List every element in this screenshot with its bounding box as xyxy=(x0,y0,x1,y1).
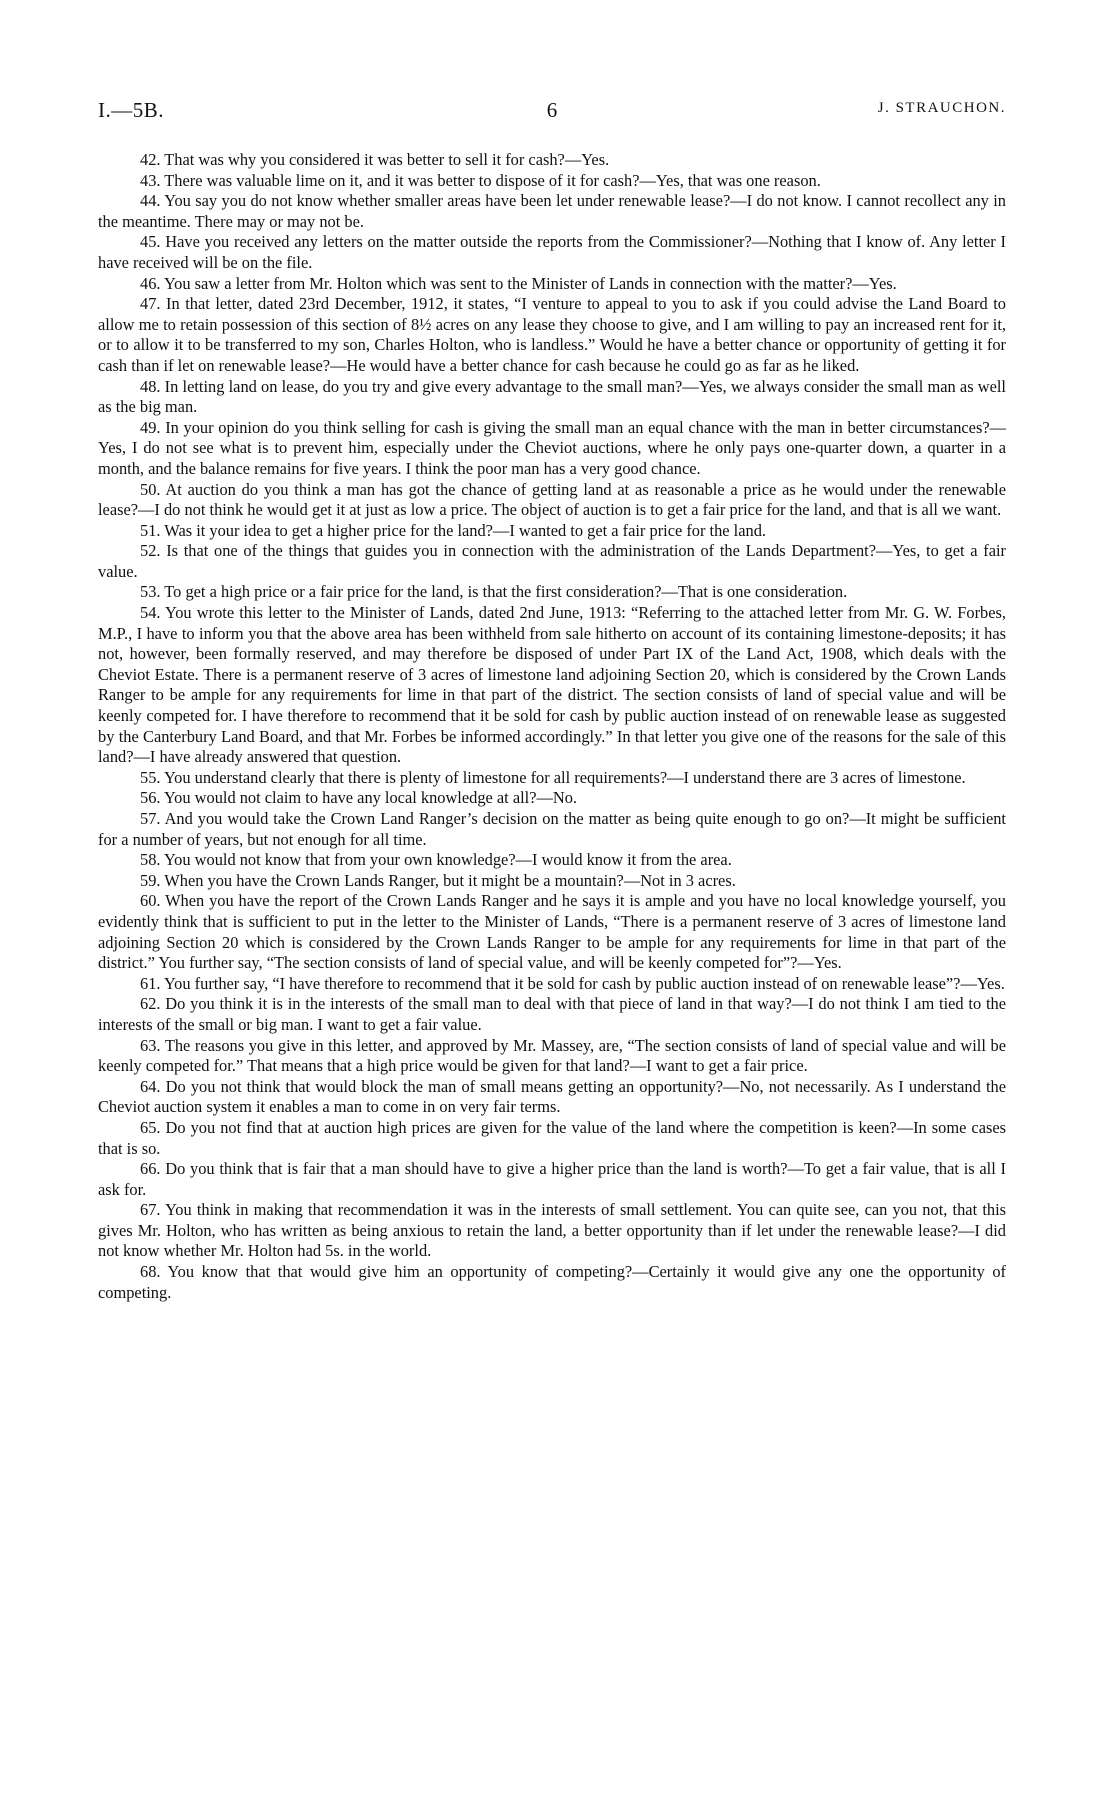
question-answer-paragraph: 43. There was valuable lime on it, and it was better to dispose of it for cash?—Yes, that was one reason. xyxy=(140,170,821,190)
question-answer-paragraph: 52. Is that one of the things that guides you in connection with the administration of the Lands Department?—Yes, to get a fair value. xyxy=(98,541,1006,581)
question-answer-paragraph: 63. The reasons you give in this letter, and approved by Mr. Massey, are, “The section consists of land of special value and will be keenly competed for.” That means that a high price would be given for that land?—I want to get a fair price. xyxy=(98,1035,1006,1076)
question-answer-paragraph: 55. You understand clearly that there is plenty of limestone for all requirements?—I understand there are 3 acres of limestone. xyxy=(140,767,966,787)
question-answer-paragraph: 51. Was it your idea to get a higher price for the land?—I wanted to get a fair price for the land. xyxy=(140,520,766,540)
question-answer-paragraph: 46. You saw a letter from Mr. Holton which was sent to the Minister of Lands in connection with the matter?—Yes. xyxy=(140,273,897,293)
witness-name: J. STRAUCHON. xyxy=(877,100,1006,116)
document-body xyxy=(98,150,1006,1303)
question-answer-paragraph: 65. Do you not find that at auction high prices are given for the value of the land where the competition is keen?—In some cases that is so. xyxy=(98,1117,1006,1158)
question-answer-paragraph: 47. In that letter, dated 23rd December, 1912, it states, “I venture to appeal to you to ask if you could advise the Land Board to allow me to retain possession of this section of 8½ acres on any lease they choose to give, and I am willing to pay an increased rent for it, or to allow it to be transferred to my son, Charles Holton, who is landless.” Would he have a better chance or opportunity of getting it for cash than if let on renewable lease?—He would have a better chance for cash because he could go as far as he liked. xyxy=(98,294,1006,375)
question-answer-paragraph: 58. You would not know that from your own knowledge?—I would know it from the area. xyxy=(140,850,732,870)
question-answer-paragraph: 57. And you would take the Crown Land Ranger’s decision on the matter as being quite enough to go on?—It might be sufficient for a number of years, but not enough for all time. xyxy=(98,809,1006,849)
question-answer-paragraph: 50. At auction do you think a man has got the chance of getting land at as reasonable a price as he would under the renewable lease?—I do not think he would get it at just as low a price. The object of auction is to get a fair price for the land, and that is all we want. xyxy=(98,479,1006,520)
question-answer-paragraph: 56. You would not claim to have any local knowledge at all?—No. xyxy=(140,788,577,808)
question-answer-paragraph: 62. Do you think it is in the interests of the small man to deal with that piece of land in that way?—I do not think I am tied to the interests of the small or big man. I want to get a fair value. xyxy=(98,994,1006,1034)
question-answer-paragraph: 67. You think in making that recommendation it was in the interests of small settlement. You can quite see, can you not, that this gives Mr. Holton, who has written as being anxious to retain the land, a better opportunity than if let under the renewable lease?—I did not know whether Mr. Holton had 5s. in the world. xyxy=(98,1200,1006,1261)
question-answer-paragraph: 48. In letting land on lease, do you try and give every advantage to the small man?—Yes, we always consider the small man as well as the big man. xyxy=(98,376,1006,417)
question-answer-paragraph: 60. When you have the report of the Crown Lands Ranger and he says it is ample and you have no local knowledge yourself, you evidently think that is sufficient to put in the letter to the Minister of Lands, “There is a permanent reserve of 3 acres of limestone land adjoining Section 20 which is considered by the Crown Lands Ranger to be ample for any requirements for lime in that part of the district.” You further say, “The section consists of land of special value, and will be keenly competed for”?—Yes. xyxy=(98,891,1006,973)
question-answer-paragraph: 59. When you have the Crown Lands Ranger, but it might be a mountain?—Not in 3 acres. xyxy=(140,870,736,890)
question-answer-paragraph: 54. You wrote this letter to the Minister of Lands, dated 2nd June, 1913: “Referring to the attached letter from Mr. G. W. Forbes, M.P., I have to inform you that the above area has been withheld from sale hitherto on account of its containing limestone-deposits; it has not, however, been formally reserved, and may therefore be disposed of under Part IX of the Land Act, 1908, which deals with the Cheviot Estate. There is a permanent reserve of 3 acres of limestone land adjoining Section 20, which is considered by the Crown Lands Ranger to be ample for any requirements for lime in that part of the district. The section consists of land of special value and will be keenly competed for. I have therefore to recommend that it be sold for cash by public auction instead of on renewable lease as suggested by the Canterbury Land Board, and that Mr. Forbes be informed accordingly.” In that letter you give one of the reasons for the sale of this land?—I have already answered that question. xyxy=(98,603,1006,767)
question-answer-paragraph: 66. Do you think that is fair that a man should have to give a higher price than the land is worth?—To get a fair value, that is all I ask for. xyxy=(98,1159,1006,1199)
paper-reference: I.—5B. xyxy=(98,98,164,122)
question-answer-paragraph: 53. To get a high price or a fair price for the land, is that the first consideration?—That is one consideration. xyxy=(140,582,848,602)
question-answer-paragraph: 64. Do you not think that would block the man of small means getting an opportunity?—No, not necessarily. As I understand the Cheviot auction system it enables a man to come in on very fair terms. xyxy=(98,1076,1006,1117)
question-answer-paragraph: 45. Have you received any letters on the matter outside the reports from the Commissioner?—Nothing that I know of. Any letter I have received will be on the file. xyxy=(98,232,1006,272)
page-header xyxy=(98,98,1006,134)
question-answer-paragraph: 68. You know that that would give him an opportunity of competing?—Certainly it would give any one the opportunity of competing. xyxy=(98,1262,1006,1302)
page-number: 6 xyxy=(546,98,558,122)
question-answer-paragraph: 61. You further say, “I have therefore to recommend that it be sold for cash by public auction instead of on renewable lease”?—Yes. xyxy=(140,973,1005,993)
question-answer-paragraph: 42. That was why you considered it was better to sell it for cash?—Yes. xyxy=(140,150,610,169)
question-answer-paragraph: 44. You say you do not know whether smaller areas have been let under renewable lease?—I do not know. I cannot recollect any in the meantime. There may or may not be. xyxy=(98,191,1006,231)
question-answer-paragraph: 49. In your opinion do you think selling for cash is giving the small man an equal chance with the man in better circumstances?—Yes, I do not see what is to prevent him, especially under the Cheviot auctions, where he only pays one-quarter down, a quarter in a month, and the balance remains for five years. I think the poor man has a very good chance. xyxy=(98,417,1006,478)
